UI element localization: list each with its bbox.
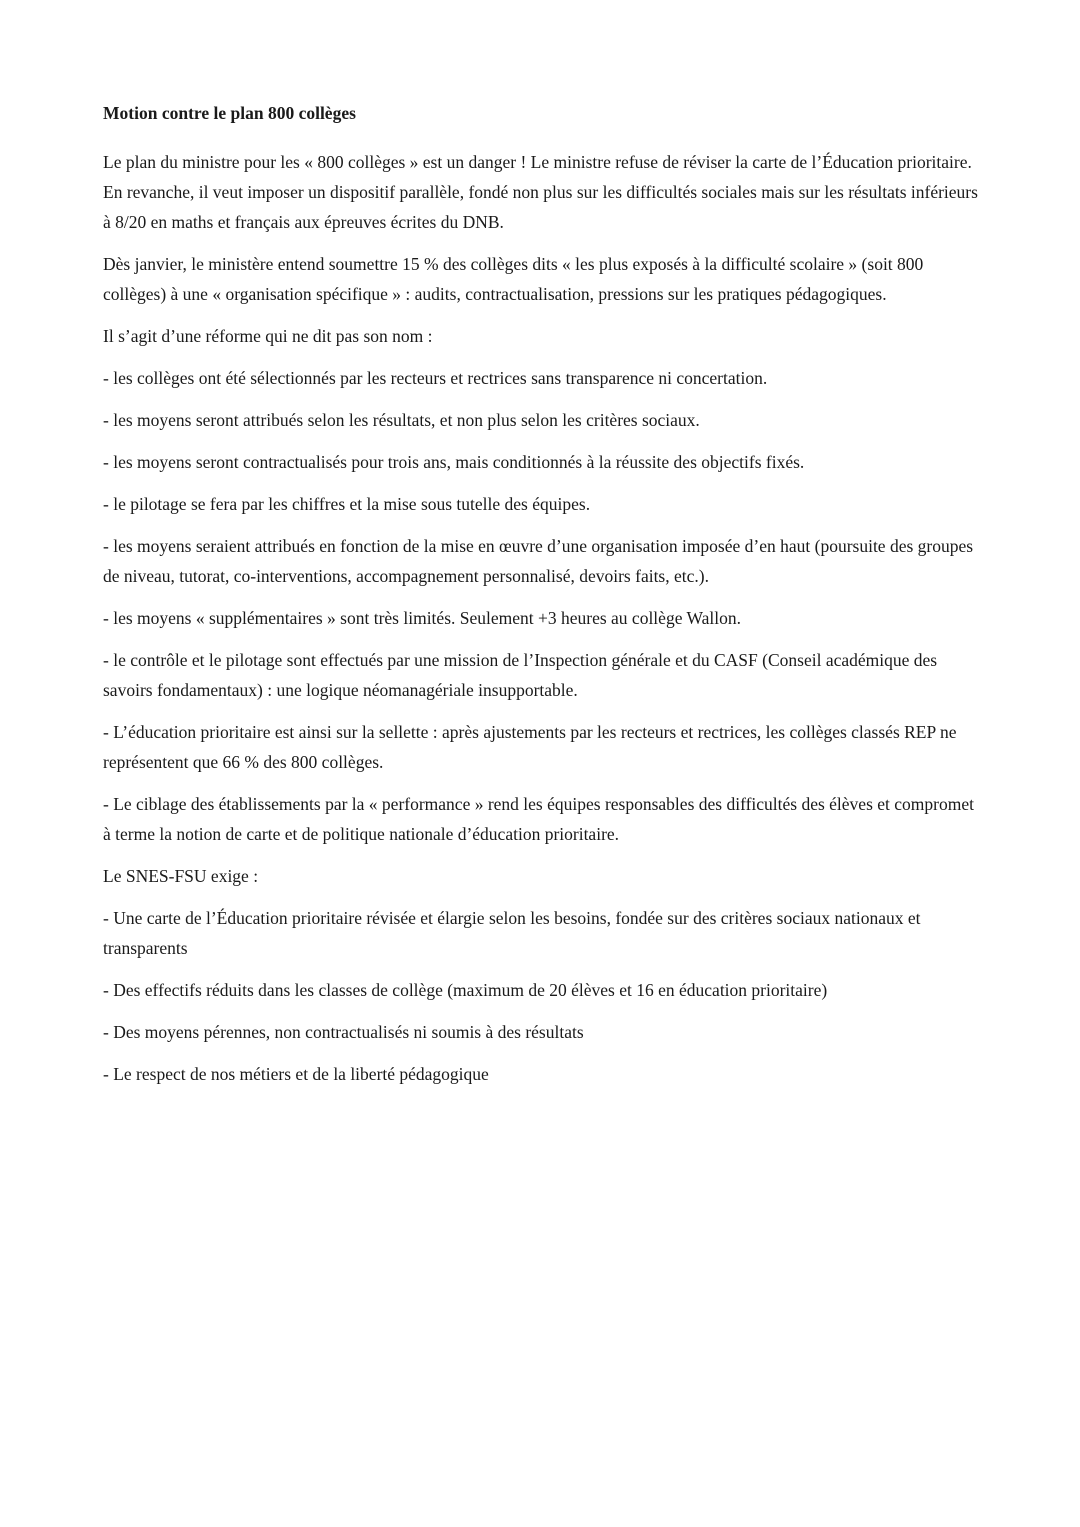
list-item: - les collèges ont été sélectionnés par les recteurs et rectrices sans transparence ni concertation.: [103, 368, 768, 388]
list-item: - Une carte de l’Éducation prioritaire révisée et élargie selon les besoins, fondée sur des critères sociaux nationaux et transparents: [103, 908, 921, 958]
list-item: - Des effectifs réduits dans les classes de collège (maximum de 20 élèves et 16 en éducation prioritaire): [103, 980, 828, 1000]
list-item: - le contrôle et le pilotage sont effectués par une mission de l’Inspection générale et du CASF (Conseil académique des savoirs fondamentaux) : une logique néomanagériale insupportable.: [103, 650, 938, 700]
list-item: - L’éducation prioritaire est ainsi sur la sellette : après ajustements par les recteurs et rectrices, les collèges classés REP ne représentent que 66 % des 800 collèges.: [103, 722, 957, 772]
document-title: Motion contre le plan 800 collèges: [103, 103, 356, 123]
paragraph-intro-2: Dès janvier, le ministère entend soumettre 15 % des collèges dits « les plus exposés à la difficulté scolaire » (soit 800 collèges) à une « organisation spécifique » : audits, contractualisation, pressions sur les pratiques pédagogiques.: [103, 254, 924, 304]
list-item: - les moyens seront contractualisés pour trois ans, mais conditionnés à la réussite des objectifs fixés.: [103, 452, 805, 472]
paragraph-lead-reforme: Il s’agit d’une réforme qui ne dit pas son nom :: [103, 326, 433, 346]
list-item: - Le ciblage des établissements par la « performance » rend les équipes responsables des difficultés des élèves et compromet à terme la notion de carte et de politique nationale d’éducation prioritaire.: [103, 794, 974, 844]
list-item: - Des moyens pérennes, non contractualisés ni soumis à des résultats: [103, 1022, 584, 1042]
document-body: [103, 98, 983, 1089]
list-item: - les moyens « supplémentaires » sont très limités. Seulement +3 heures au collège Wallon.: [103, 608, 741, 628]
list-item: - Le respect de nos métiers et de la liberté pédagogique: [103, 1064, 489, 1084]
list-item: - les moyens seraient attribués en fonction de la mise en œuvre d’une organisation imposée d’en haut (poursuite des groupes de niveau, tutorat, co-interventions, accompagnement personnalisé, devoirs faits, etc.).: [103, 536, 974, 586]
paragraph-intro-1: Le plan du ministre pour les « 800 collèges » est un danger ! Le ministre refuse de réviser la carte de l’Éducation prioritaire. En revanche, il veut imposer un dispositif parallèle, fondé non plus sur les difficultés sociales mais sur les résultats inférieurs à 8/20 en maths et français aux épreuves écrites du DNB.: [103, 152, 978, 232]
list-item: - le pilotage se fera par les chiffres et la mise sous tutelle des équipes.: [103, 494, 591, 514]
paragraph-lead-exige: Le SNES-FSU exige :: [103, 866, 259, 886]
list-item: - les moyens seront attribués selon les résultats, et non plus selon les critères sociaux.: [103, 410, 700, 430]
